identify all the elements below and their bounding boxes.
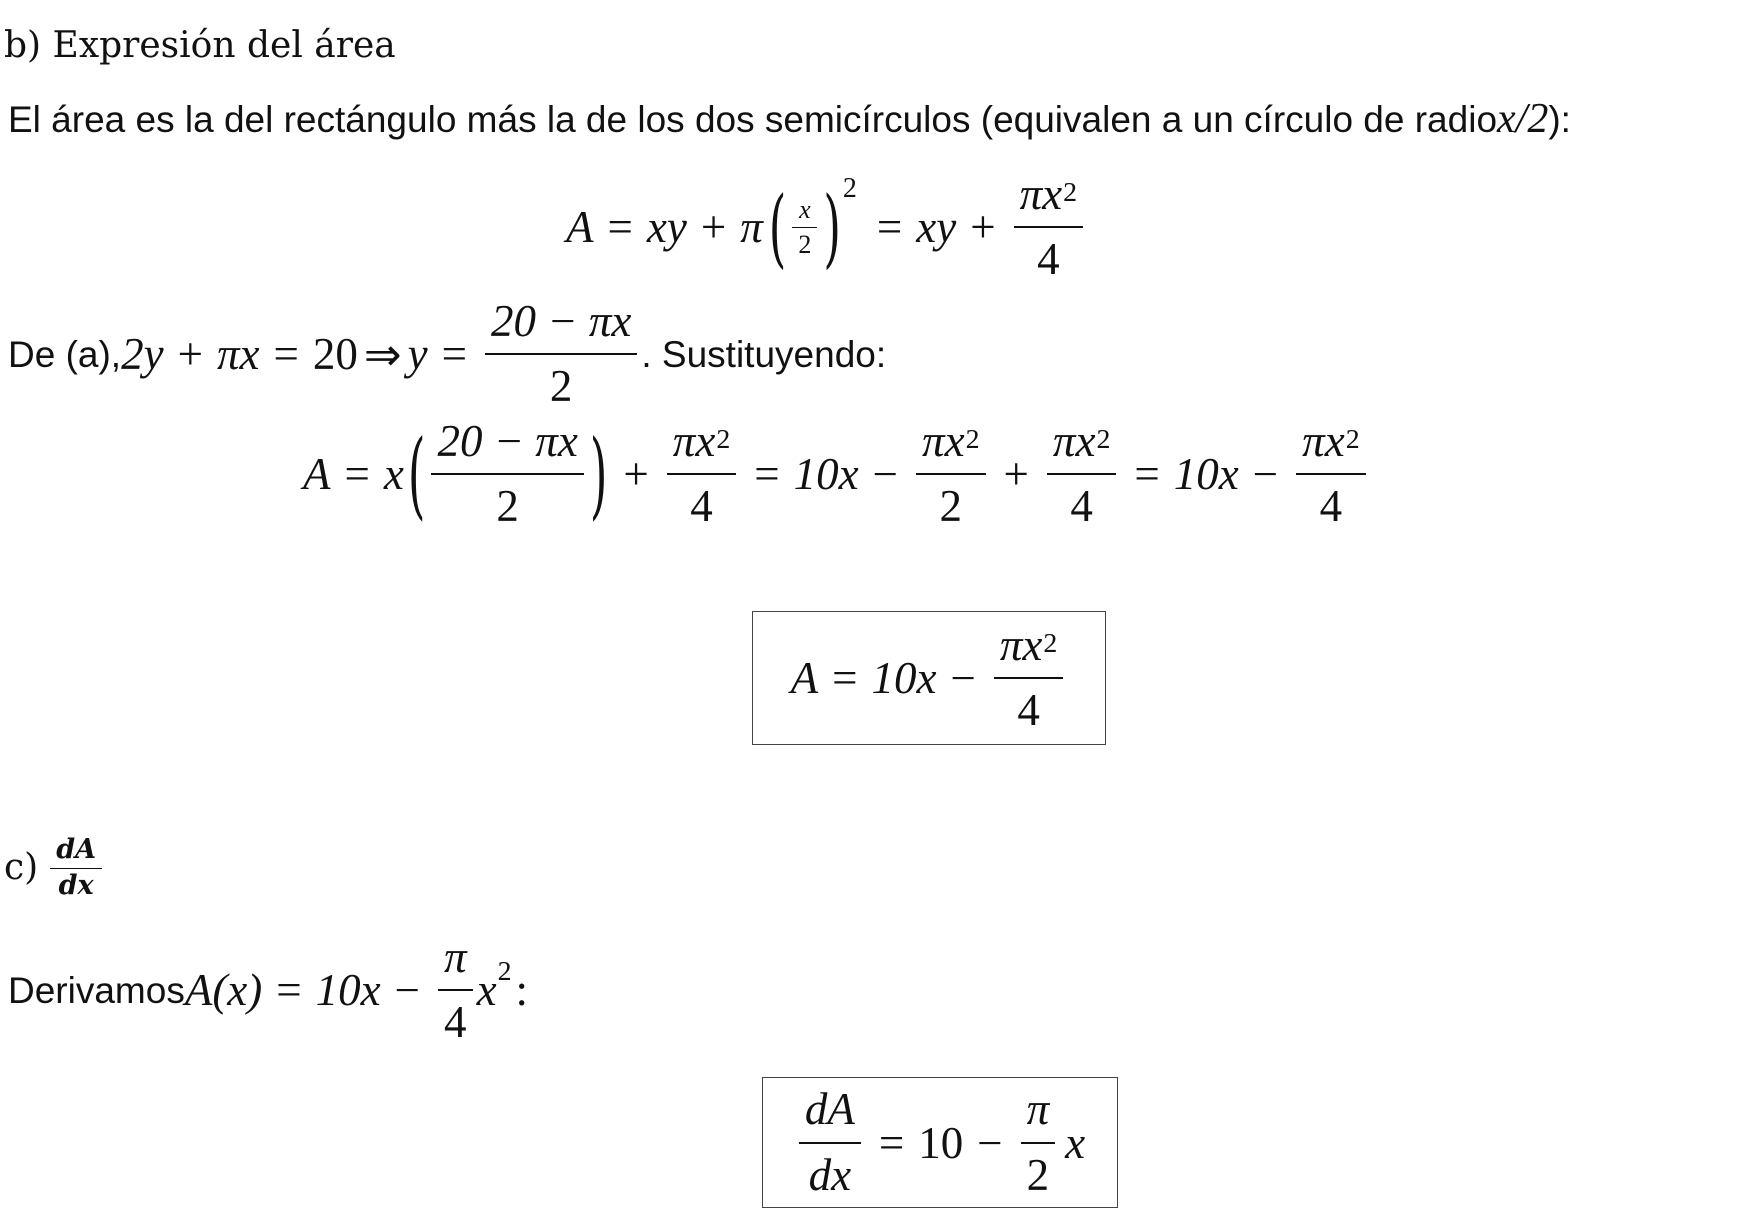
eq2-f4-den: 4 (1319, 481, 1343, 531)
eq2-fraction-2: πx $^2$ 2 (916, 418, 985, 531)
intro-text: El área es la del rectángulo más la de los dos semicírculos (equivalen a un círculo de radio (8, 98, 1498, 140)
eq2-equals-2: = (754, 449, 780, 499)
area-equation (566, 168, 1087, 284)
eq2-equals: = (344, 449, 370, 499)
box-c-lhs-fraction (799, 1086, 861, 1199)
eq1-inner-fraction (792, 196, 817, 258)
deriv-exp: 2 (497, 955, 512, 987)
eq2-paren-fraction (431, 415, 583, 531)
eq2-f3-num: πx (1052, 415, 1096, 466)
box-b-fraction: πx $^2$ 4 (994, 622, 1063, 735)
fraction-bar (667, 473, 736, 475)
fraction-bar (1014, 226, 1083, 228)
box-c-den: 2 (1026, 1149, 1050, 1200)
section-c-den: dx (58, 869, 94, 901)
fraction-bar (1021, 1142, 1056, 1144)
box-c-fraction (1021, 1086, 1056, 1199)
eq1-term-xy: xy (646, 202, 687, 252)
box-c-equals: = (878, 1117, 905, 1168)
fraction-bar (431, 473, 583, 475)
eq2-f3-den: 4 (1070, 481, 1093, 531)
eq1-fraction: πx $^2$ 4 (1014, 171, 1083, 284)
deriv-prefix: Derivamos (8, 969, 185, 1011)
eq1-frac-num: πx (1019, 168, 1063, 219)
eq1-left-paren: ( (768, 176, 787, 278)
de-a-20: 20 (312, 329, 358, 379)
box-c-lhs-den: dx (808, 1149, 852, 1200)
section-c-num: dA (56, 834, 97, 866)
box-b-den: 4 (1017, 685, 1040, 735)
eq2-plus: + (623, 449, 649, 499)
eq1-plus-2: + (970, 202, 996, 252)
fraction-bar (1296, 473, 1365, 475)
eq1-frac-den: 4 (1037, 234, 1060, 284)
eq2-minus-2: − (1252, 449, 1279, 499)
eq1-pi: π (740, 202, 763, 252)
box-b-num: πx (999, 619, 1043, 670)
fraction-bar (438, 989, 473, 991)
box-b-equals: = (832, 653, 858, 703)
box-c-lhs-num: dA (804, 1084, 855, 1135)
box-c-x: x (1065, 1117, 1086, 1168)
de-a-frac-den: 2 (549, 361, 573, 411)
eq1-inner-den: 2 (798, 229, 812, 259)
deriv-minus: − (394, 965, 421, 1015)
deriv-equals: = (276, 965, 302, 1015)
eq1-right-paren: ) (823, 176, 841, 278)
deriv-x: x (476, 965, 497, 1015)
eq1-equals-2: = (876, 202, 903, 252)
section-c-fraction (50, 836, 102, 900)
de-a-2y: 2y (121, 329, 164, 379)
de-a-equals-2: = (441, 329, 467, 379)
eq2-equals-3: = (1134, 449, 1160, 499)
eq2-paren-num: 20 − πx (437, 415, 578, 466)
de-a-equals: = (273, 329, 299, 379)
eq2-lhs: A (303, 449, 331, 499)
eq1-power: 2 (842, 172, 857, 204)
section-c-label: c) (4, 847, 39, 888)
box-b-10x: 10x (871, 653, 937, 703)
de-a-fraction (485, 295, 637, 411)
fraction-bar (485, 353, 637, 355)
de-a-suffix: . Sustituyendo: (641, 333, 887, 375)
eq2-left-paren: ( (407, 418, 426, 530)
section-c-heading (4, 828, 106, 908)
eq2-fraction-4: πx $^2$ 4 (1296, 418, 1365, 531)
eq2-fraction-1: πx $^2$ 4 (667, 418, 736, 531)
de-a-prefix: De (a), (8, 333, 122, 375)
boxed-derivative-result (762, 1077, 1118, 1208)
eq2-minus: − (872, 449, 899, 499)
deriv-colon: : (515, 965, 529, 1015)
intro-line (8, 97, 1571, 141)
expansion-equation (303, 415, 1370, 531)
box-b-minus: − (950, 653, 976, 703)
eq1-lhs: A (566, 202, 594, 252)
eq1-inner-num: x (799, 195, 811, 225)
eq2-fraction-3: πx $^2$ 4 (1047, 418, 1116, 531)
deriv-10x: 10x (315, 965, 381, 1015)
eq2-f1-den: 4 (690, 481, 713, 531)
eq1-term-xy-2: xy (916, 202, 957, 252)
section-b-heading: b) Expresión del área (4, 25, 396, 66)
intro-end: ): (1548, 98, 1571, 140)
boxed-area-result (752, 611, 1106, 745)
fraction-bar (50, 868, 102, 869)
eq1-equals: = (607, 202, 633, 252)
de-a-pix: πx (216, 329, 260, 379)
fraction-bar (792, 227, 817, 228)
fraction-bar (994, 677, 1063, 679)
eq2-plus-2: + (1003, 449, 1029, 499)
eq2-f4-num: πx (1302, 415, 1345, 466)
eq2-paren-den: 2 (496, 481, 519, 531)
deriv-num: π (444, 931, 467, 982)
intro-math: x/2 (1497, 96, 1549, 142)
eq2-f2-den: 2 (939, 481, 963, 531)
deriv-lhs: A(x) (184, 965, 263, 1015)
de-a-plus: + (177, 329, 203, 379)
eq2-right-paren: ) (589, 418, 608, 530)
substitution-line (8, 295, 887, 411)
de-a-frac-num: 20 − πx (490, 295, 632, 346)
de-a-y: y (407, 329, 428, 379)
eq2-f2-num: πx (922, 415, 965, 466)
eq2-f1-num: πx (672, 415, 716, 466)
eq2-x: x (383, 449, 404, 499)
box-c-minus: − (977, 1117, 1003, 1168)
box-c-10: 10 (918, 1117, 964, 1168)
fraction-bar (799, 1142, 861, 1144)
eq1-plus: + (700, 202, 727, 252)
deriv-den: 4 (444, 997, 467, 1047)
derivative-line (8, 931, 529, 1047)
fraction-bar (916, 473, 985, 475)
eq2-10x: 10x (793, 449, 859, 499)
box-b-lhs: A (790, 653, 819, 703)
box-c-num: π (1026, 1084, 1050, 1135)
deriv-fraction (438, 931, 473, 1047)
eq2-10x-2: 10x (1173, 449, 1239, 499)
de-a-implies: ⇒ (363, 329, 402, 380)
fraction-bar (1047, 473, 1116, 475)
